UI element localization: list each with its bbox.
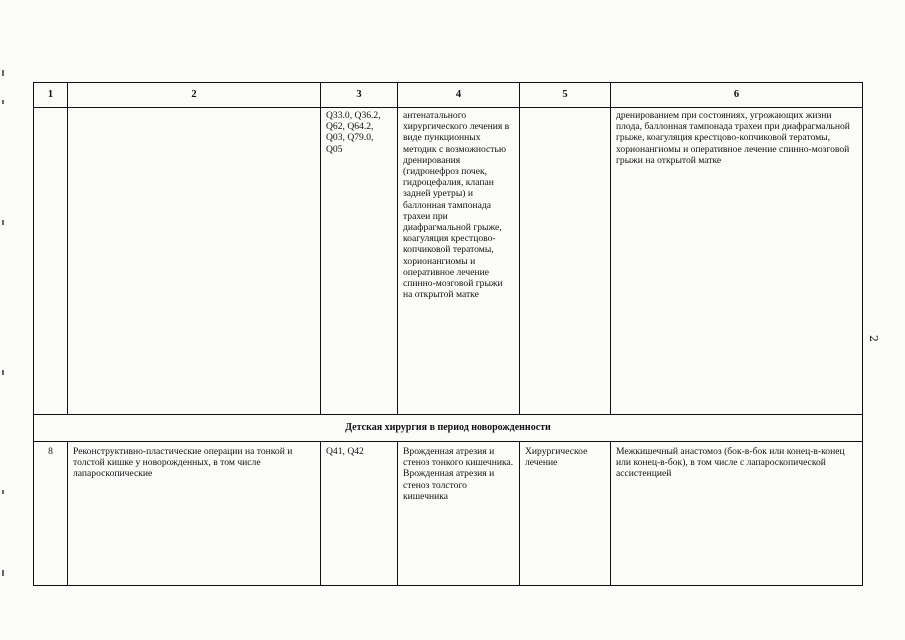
header-row xyxy=(34,83,863,108)
cell-treatment-type xyxy=(520,108,611,415)
table-row-8 xyxy=(34,442,863,586)
document-table xyxy=(33,82,863,586)
header-col-5: 5 xyxy=(520,83,611,108)
cell-treatment-method: Межкишечный анастомоз (бок-в-бок или конец-в-конец или конец-в-бок), в том числе с лапароскопической ассистенцией xyxy=(611,442,863,586)
cell-icd-codes: Q33.0, Q36.2, Q62, Q64.2, Q03, Q79.0, Q05 xyxy=(321,108,398,415)
header-col-3: 3 xyxy=(321,83,398,108)
section-title: Детская хирургия в период новорожденности xyxy=(34,415,863,442)
cell-icd-codes: Q41, Q42 xyxy=(321,442,398,586)
table-row-continuation xyxy=(34,108,863,415)
scan-margin-marks xyxy=(2,70,6,590)
header-col-4: 4 xyxy=(398,83,520,108)
cell-number: 8 xyxy=(34,442,68,586)
cell-number xyxy=(34,108,68,415)
page-number: 2 xyxy=(867,335,880,342)
cell-procedure-group xyxy=(68,108,321,415)
header-col-6: 6 xyxy=(611,83,863,108)
cell-diagnosis: Врожденная атрезия и стеноз тонкого кишечника. Врожденная атрезия и стеноз толстого кишечника xyxy=(398,442,520,586)
cell-treatment-type: Хирургическое лечение xyxy=(520,442,611,586)
cell-treatment-method: дренированием при состояниях, угрожающих жизни плода, баллонная тампонада трахеи при диафрагмальной грыже, коагуляция крестцово-копчиковой тератомы, хорионангиомы и оперативное лечение спинно-мозговой грыжи на открытой матке xyxy=(611,108,863,415)
cell-procedure-group: Реконструктивно-пластические операции на тонкой и толстой кишке у новорожденных, в том числе лапароскопические xyxy=(68,442,321,586)
section-row xyxy=(34,415,863,442)
header-col-1: 1 xyxy=(34,83,68,108)
cell-diagnosis: антенатального хирургического лечения в виде пункционных методик с возможностью дренирования (гидронефроз почек, гидроцефалия, клапан задней уретры) и баллонная тампонада трахеи при диафрагмальной грыже, коагуляция крестцово-копчиковой тератомы, хорионангиомы и оперативное лечение спинно-мозговой грыжи на открытой матке xyxy=(398,108,520,415)
header-col-2: 2 xyxy=(68,83,321,108)
